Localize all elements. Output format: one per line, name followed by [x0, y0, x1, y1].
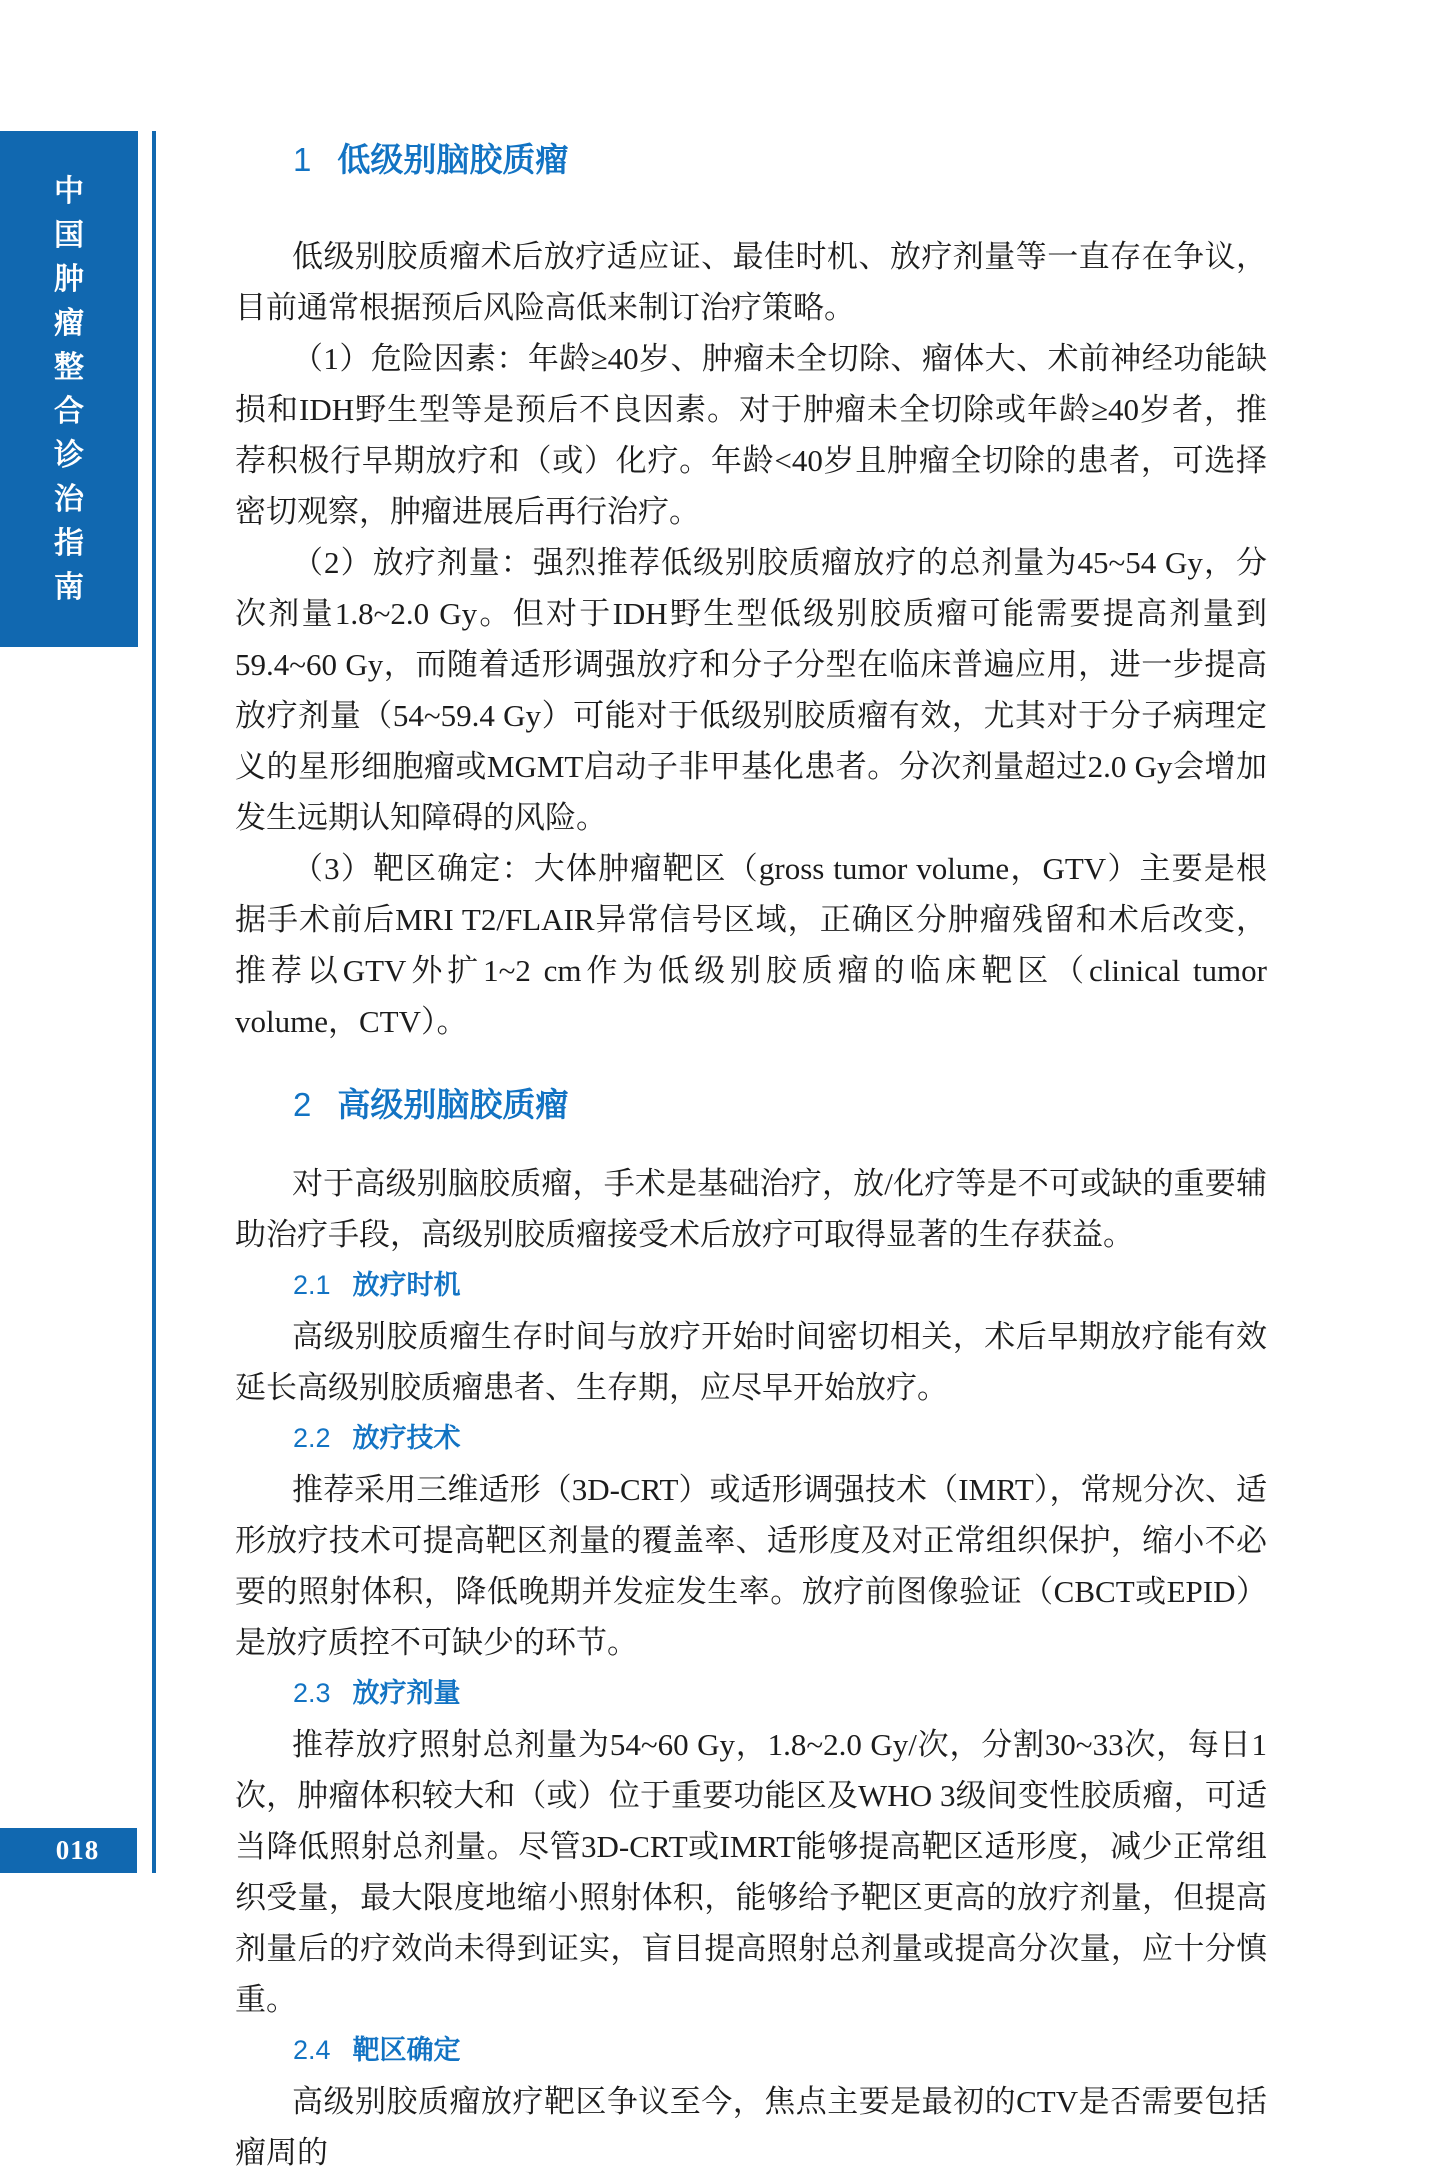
sidebar-title-char: 合	[54, 395, 84, 428]
main-text-column	[235, 0, 1267, 2178]
subsection-heading-2-1	[235, 1260, 1267, 1311]
subsection-title: 放疗剂量	[352, 1678, 461, 1708]
vertical-divider-rule	[152, 131, 156, 1873]
section-number: 2	[293, 1086, 312, 1123]
paragraph: 低级别胶质瘤术后放疗适应证、最佳时机、放疗剂量等一直存在争议，目前通常根据预后风险高低来制订治疗策略。	[235, 239, 1267, 325]
sidebar-title-char: 南	[54, 571, 84, 604]
page-number-badge	[0, 1828, 137, 1873]
sidebar-title-char: 肿	[54, 263, 84, 296]
paragraph: （2）放疗剂量：强烈推荐低级别胶质瘤放疗的总剂量为45~54 Gy，分次剂量1.8~2.0 Gy。但对于IDH野生型低级别胶质瘤可能需要提高剂量到59.4~60 Gy，而随着适形调强放疗和分子分型在临床普遍应用，进一步提高放疗剂量（54~59.4 Gy）可能对于低级别胶质瘤有效，尤其对于分子病理定义的星形细胞瘤或MGMT启动子非甲基化患者。分次剂量超过2.0 Gy会增加发生远期认知障碍的风险。	[235, 545, 1267, 835]
subsection-number: 2.3	[293, 1678, 331, 1708]
sidebar-title-char: 中	[54, 175, 84, 208]
sidebar-title-char: 整	[54, 351, 84, 384]
section-title: 高级别脑胶质瘤	[337, 1086, 569, 1123]
subsection-heading-2-4	[235, 2025, 1267, 2076]
paragraph: 推荐采用三维适形（3D-CRT）或适形调强技术（IMRT），常规分次、适形放疗技术可提高靶区剂量的覆盖率、适形度及对正常组织保护，缩小不必要的照射体积，降低晚期并发症发生率。放疗前图像验证（CBCT或EPID）是放疗质控不可缺少的环节。	[235, 1472, 1267, 1660]
paragraph: （3）靶区确定：大体肿瘤靶区（gross tumor volume，GTV）主要是根据手术前后MRI T2/FLAIR异常信号区域，正确区分肿瘤残留和术后改变，推荐以GTV外扩1~2 cm作为低级别胶质瘤的临床靶区（clinical tumor volume，CTV）。	[235, 851, 1267, 1039]
subsection-number: 2.1	[293, 1270, 331, 1300]
paragraph: 推荐放疗照射总剂量为54~60 Gy，1.8~2.0 Gy/次，分割30~33次，每日1次，肿瘤体积较大和（或）位于重要功能区及WHO 3级间变性胶质瘤，可适当降低照射总剂量。尽管3D-CRT或IMRT能够提高靶区适形度，减少正常组织受量，最大限度地缩小照射体积，能够给予靶区更高的放疗剂量，但提高剂量后的疗效尚未得到证实，盲目提高照射总剂量或提高分次量，应十分慎重。	[235, 1727, 1267, 2017]
subsection-number: 2.2	[293, 1423, 331, 1453]
subsection-number: 2.4	[293, 2035, 331, 2065]
subsection-title: 靶区确定	[352, 2035, 461, 2065]
sidebar-title-char: 国	[54, 219, 84, 252]
subsection-heading-2-3	[235, 1668, 1267, 1719]
sidebar-title-char: 指	[54, 527, 84, 560]
section-number: 1	[293, 141, 312, 178]
section-heading-1	[235, 140, 1267, 180]
paragraph: 高级别胶质瘤放疗靶区争议至今，焦点主要是最初的CTV是否需要包括瘤周的	[235, 2084, 1267, 2170]
page-number: 018	[55, 1835, 100, 1865]
sidebar-title-char: 治	[54, 483, 84, 516]
sidebar-title-char: 诊	[54, 439, 84, 472]
subsection-heading-2-2	[235, 1413, 1267, 1464]
sidebar-title-char: 瘤	[54, 307, 84, 340]
subsection-title: 放疗时机	[352, 1270, 461, 1300]
paragraph: 对于高级别脑胶质瘤，手术是基础治疗，放/化疗等是不可或缺的重要辅助治疗手段，高级别胶质瘤接受术后放疗可取得显著的生存获益。	[235, 1166, 1267, 1252]
section-heading-2	[235, 1085, 1267, 1125]
section-title: 低级别脑胶质瘤	[337, 141, 569, 178]
paragraph: （1）危险因素：年龄≥40岁、肿瘤未全切除、瘤体大、术前神经功能缺损和IDH野生型等是预后不良因素。对于肿瘤未全切除或年龄≥40岁者，推荐积极行早期放疗和（或）化疗。年龄<40岁且肿瘤全切除的患者，可选择密切观察，肿瘤进展后再行治疗。	[235, 341, 1267, 529]
paragraph: 高级别胶质瘤生存时间与放疗开始时间密切相关，术后早期放疗能有效延长高级别胶质瘤患者、生存期，应尽早开始放疗。	[235, 1319, 1267, 1405]
book-title-sidebar	[0, 131, 138, 647]
subsection-title: 放疗技术	[352, 1423, 461, 1453]
